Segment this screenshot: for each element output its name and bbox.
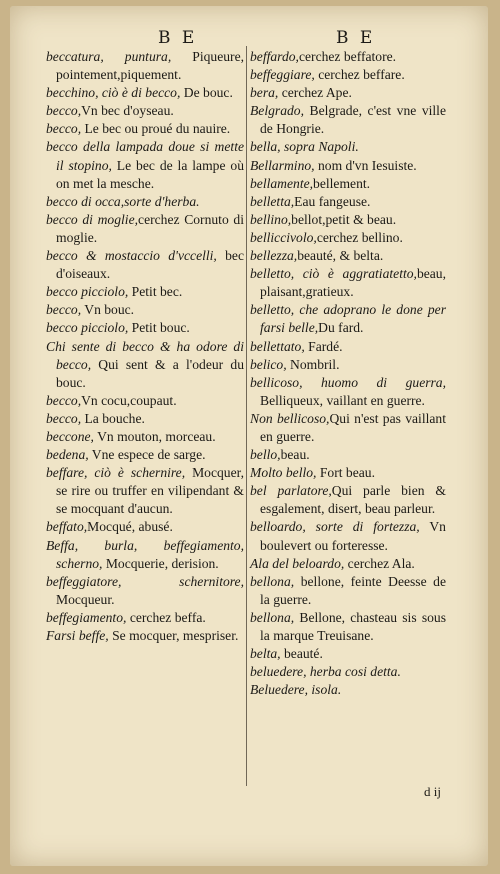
entry-headword: bellamente,	[250, 175, 314, 191]
entry-headword: belletto, ciò è aggratiatetto,	[250, 266, 417, 282]
dictionary-entry	[250, 48, 446, 66]
entry-definition: cerchez beffa.	[126, 609, 206, 625]
entry-headword: bellona,	[250, 609, 295, 625]
dictionary-entry	[250, 66, 446, 84]
entry-definition: Bellone, chasteau sis sous la marque Treuisane.	[260, 609, 446, 643]
entry-definition: Nombril.	[286, 356, 340, 372]
entry-headword: bellezza,	[250, 248, 298, 264]
entry-headword: belletta,	[250, 193, 295, 209]
entry-headword: becco picciolo,	[46, 320, 129, 336]
dictionary-entry	[250, 645, 446, 663]
entry-headword: becco di moglie,	[46, 211, 139, 227]
entry-headword: bellettato,	[250, 338, 305, 354]
entry-definition: La bouche.	[81, 410, 145, 426]
entry-headword: Ala del beloardo,	[250, 555, 345, 571]
entry-headword: belloardo, sorte di fortezza,	[250, 519, 420, 535]
entry-headword: becco,	[46, 410, 82, 426]
entry-headword: beffardo,	[250, 49, 299, 64]
dictionary-entry	[250, 482, 446, 518]
dictionary-entry	[46, 138, 244, 192]
dictionary-entry	[250, 229, 446, 247]
dictionary-entry	[46, 84, 244, 102]
entry-definition: cerchez beffare.	[314, 67, 405, 83]
entry-headword: becco,	[46, 392, 82, 408]
entry-definition: De bouc.	[180, 85, 233, 101]
left-column	[46, 48, 244, 645]
dictionary-entry	[250, 247, 446, 265]
dictionary-entry	[46, 301, 244, 319]
dictionary-entry	[46, 247, 244, 283]
entry-definition: Petit bouc.	[128, 320, 190, 336]
running-header-left: B E	[158, 28, 198, 48]
entry-definition: nom d'vn Iesuiste.	[314, 157, 417, 173]
entry-definition: Du fard.	[318, 320, 364, 336]
entry-headword: bel parlatore,	[250, 483, 332, 499]
entry-definition: cerchez bellino.	[316, 229, 403, 245]
entry-headword: Beffa, burla, beffegiamento, scherno,	[46, 537, 244, 571]
entry-definition: cerchez Ala.	[344, 555, 415, 571]
entry-headword: becco & mostaccio d'vccelli,	[46, 248, 217, 264]
entry-definition: bellone, feinte Deesse de la guerre.	[260, 573, 446, 607]
entry-headword: beffeggiare,	[250, 67, 315, 83]
dictionary-entry	[250, 555, 446, 573]
entry-headword: becco picciolo,	[46, 284, 129, 300]
entry-definition: Le bec ou proué du nauire.	[81, 121, 231, 137]
entry-definition: Vn boulevert ou forteresse.	[260, 519, 446, 553]
entry-headword: bera,	[250, 85, 279, 101]
entry-headword: belliccivolo,	[250, 229, 317, 245]
entry-definition: Vn bouc.	[81, 302, 135, 318]
entry-headword: bellona,	[250, 573, 295, 589]
entry-headword: bella, sopra Napoli.	[250, 139, 359, 155]
dictionary-entry	[250, 410, 446, 446]
entry-headword: Molto bello,	[250, 465, 317, 481]
entry-definition: Mocqueur.	[56, 591, 115, 607]
entry-headword: Non bellicoso,	[250, 410, 330, 426]
dictionary-entry	[250, 338, 446, 356]
entry-definition: beau, plaisant,gratieux.	[260, 266, 446, 300]
entry-definition: Piqueure, pointement,piquement.	[56, 49, 245, 83]
entry-definition: Belgrade, c'est vne ville de Hongrie.	[260, 103, 446, 137]
dictionary-entry	[46, 120, 244, 138]
dictionary-entry	[250, 193, 446, 211]
entry-headword: belico,	[250, 356, 287, 372]
dictionary-entry	[250, 138, 446, 156]
dictionary-entry	[250, 102, 446, 138]
entry-definition: beau.	[280, 447, 310, 463]
entry-definition: Vn mouton, morceau.	[93, 428, 216, 444]
entry-definition: Vne espece de sarge.	[88, 447, 206, 463]
entry-definition: Qui parle bien & esgalement, disert, beau parleur.	[260, 483, 446, 517]
dictionary-entry	[250, 157, 446, 175]
entry-headword: beffato,	[46, 519, 88, 535]
entry-definition: Belliqueux, vaillant en guerre.	[260, 392, 425, 408]
entry-definition: Vn bec d'oyseau.	[81, 103, 174, 119]
dictionary-entry	[250, 573, 446, 609]
dictionary-entry	[46, 537, 244, 573]
dictionary-entry	[250, 681, 446, 699]
entry-definition: bec d'oiseaux.	[56, 248, 245, 282]
entry-definition: Se mocquer, mespriser.	[108, 628, 239, 643]
dictionary-entry	[250, 84, 446, 102]
dictionary-entry	[46, 573, 244, 609]
dictionary-entry	[250, 446, 446, 464]
dictionary-entry	[46, 410, 244, 428]
entry-definition: Le bec de la lampe où on met la mesche.	[56, 157, 244, 191]
dictionary-entry	[46, 518, 244, 536]
entry-headword: beccone,	[46, 428, 94, 444]
entry-headword: becco della lampada doue si mette il stopino,	[46, 139, 244, 173]
dictionary-entry	[46, 446, 244, 464]
entry-definition: Qui n'est pas vaillant en guerre.	[260, 410, 446, 444]
dictionary-entry	[46, 338, 244, 392]
entry-headword: beffare, ciò è schernire,	[46, 465, 186, 481]
entry-headword: becchino, ciò è di becco,	[46, 85, 181, 101]
entry-definition: Vn cocu,coupaut.	[81, 392, 177, 408]
entry-headword: becco,	[46, 121, 82, 137]
dictionary-entry	[46, 193, 244, 211]
dictionary-entry	[46, 609, 244, 627]
entry-headword: Bellarmino,	[250, 157, 315, 173]
entry-headword: beffeggiatore, schernitore,	[46, 573, 244, 589]
entry-definition: cerchez beffatore.	[298, 49, 397, 64]
book-page	[10, 6, 488, 866]
dictionary-entry	[250, 265, 446, 301]
entry-definition: Qui sent & a l'odeur du bouc.	[56, 356, 244, 390]
dictionary-entry	[46, 319, 244, 337]
dictionary-entry	[46, 283, 244, 301]
dictionary-entry	[250, 464, 446, 482]
entry-headword: bellino,	[250, 211, 292, 227]
entry-definition: Fort beau.	[316, 465, 375, 481]
entry-headword: becco di occa,sorte d'herba.	[46, 193, 200, 209]
entry-headword: beccatura, puntura,	[46, 49, 172, 64]
entry-headword: Belgrado,	[250, 103, 304, 119]
entry-headword: bellicoso, huomo di guerra,	[250, 374, 446, 390]
entry-headword: bedena,	[46, 447, 89, 463]
dictionary-entry	[250, 374, 446, 410]
entry-definition: Mocquerie, derision.	[102, 555, 219, 571]
dictionary-entry	[250, 301, 446, 337]
entry-headword: Beluedere, isola.	[250, 682, 342, 698]
entry-definition: Fardé.	[304, 338, 343, 354]
entry-headword: Farsi beffe,	[46, 628, 109, 643]
dictionary-entry	[250, 211, 446, 229]
dictionary-entry	[46, 428, 244, 446]
entry-definition: beauté.	[280, 646, 323, 662]
column-rule	[246, 46, 247, 786]
dictionary-entry	[250, 663, 446, 681]
entry-headword: Chi sente di becco & ha odore di becco,	[46, 338, 244, 372]
dictionary-entry	[46, 464, 244, 518]
entry-definition: Mocqué, abusé.	[87, 519, 173, 535]
dictionary-entry	[46, 211, 244, 247]
entry-headword: beluedere, herba cosi detta.	[250, 664, 401, 680]
entry-headword: belta,	[250, 646, 281, 662]
entry-definition: cerchez Ape.	[278, 85, 352, 101]
entry-headword: belletto, che adoprano le done per farsi belle,	[250, 302, 446, 336]
dictionary-entry	[250, 609, 446, 645]
entry-definition: Eau fangeuse.	[294, 193, 371, 209]
entry-definition: bellot,petit & beau.	[291, 211, 397, 227]
dictionary-entry	[250, 518, 446, 554]
entry-definition: beauté, & belta.	[297, 248, 384, 264]
entry-definition: Mocquer, se rire ou truffer en vilipendant & se mocquant d'aucun.	[56, 465, 244, 517]
dictionary-entry	[46, 102, 244, 120]
entry-definition: cerchez Cornuto di moglie.	[56, 211, 245, 245]
dictionary-entry	[250, 356, 446, 374]
entry-definition: bellement.	[313, 175, 371, 191]
entry-headword: beffegiamento,	[46, 609, 127, 625]
right-column	[250, 48, 446, 699]
entry-definition: Petit bec.	[128, 284, 183, 300]
dictionary-entry	[46, 627, 244, 645]
entry-headword: becco,	[46, 103, 82, 119]
entry-headword: becco,	[46, 302, 82, 318]
signature-mark: d ij	[424, 784, 441, 799]
running-header-right: B E	[336, 28, 376, 48]
entry-headword: bello,	[250, 447, 281, 463]
dictionary-entry	[46, 48, 244, 84]
dictionary-entry	[250, 175, 446, 193]
dictionary-entry	[46, 392, 244, 410]
